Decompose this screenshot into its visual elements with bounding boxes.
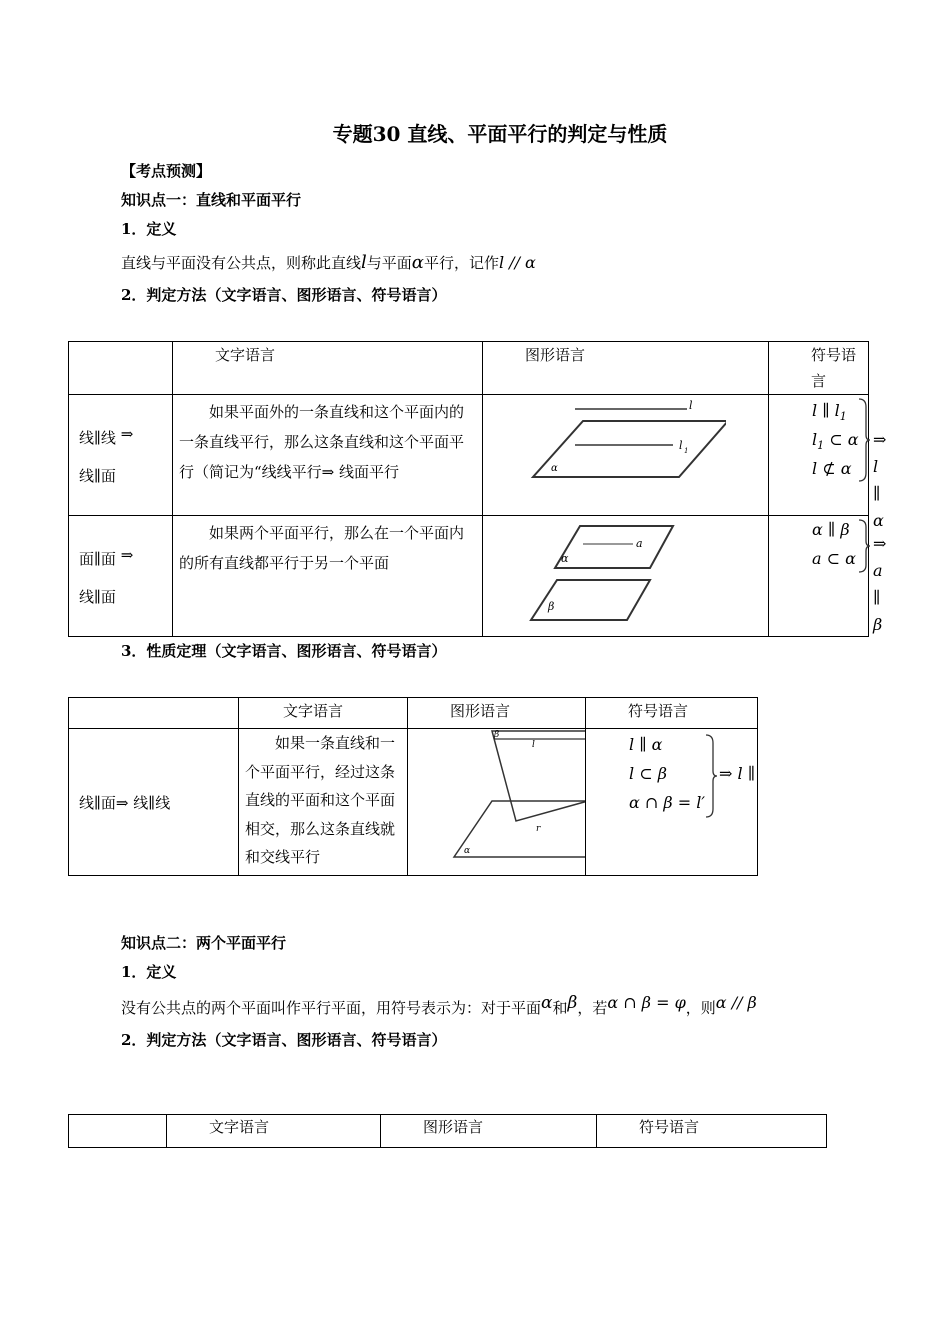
sym-result: ⇒ a ∥ β	[873, 534, 887, 634]
label-beta: β	[494, 730, 500, 740]
sym-result: ⇒ l ∥	[719, 764, 756, 783]
kp2-def-text-c: ，若	[577, 999, 608, 1017]
sym1: l ∥ l	[812, 401, 840, 420]
table1-header-text: 文字语言	[173, 342, 483, 395]
kp2-def-heading: 1．定义	[121, 963, 177, 981]
figure-line-plane-intersection	[408, 729, 585, 871]
label-alpha: α	[551, 463, 558, 474]
label-alpha: α	[561, 552, 569, 565]
def-text-b: 与平面	[366, 254, 412, 272]
kp1-heading: 知识点一：直线和平面平行	[121, 191, 302, 209]
row2-label-arrow: ⇒	[120, 546, 134, 564]
kp2-def-alpha: α	[541, 993, 553, 1013]
sym-line1: l ∥ α	[629, 735, 663, 754]
sym-line1: α ∥ β	[812, 520, 850, 539]
plane-alpha	[555, 526, 673, 568]
kp1-prop-heading: 3．性质定理（文字语言、图形语言、符号语言）	[121, 642, 447, 660]
kp2-heading: 知识点二：两个平面平行	[121, 934, 287, 952]
table2-header-text: 文字语言	[239, 698, 408, 729]
table3-header-figure: 图形语言	[381, 1115, 597, 1148]
table1-header-symbol: 符号语言	[769, 342, 869, 395]
plane-alpha	[454, 801, 585, 857]
def-l: l	[361, 252, 367, 273]
sym-line2: a ⊂ α	[812, 549, 856, 568]
sym-line2: l ⊂ β	[629, 764, 667, 783]
row1-label-a: 线∥线	[79, 429, 116, 447]
kp1-def-heading: 1．定义	[121, 220, 177, 238]
table1-row1-figure	[483, 395, 769, 516]
kp2-method-heading: 2．判定方法（文字语言、图形语言、符号语言）	[121, 1031, 447, 1049]
kp2-def-cond: α ∩ β = φ	[607, 993, 686, 1012]
kp2-def-text-a: 没有公共点的两个平面叫作平行平面，用符号表示为：对于平面	[121, 999, 542, 1017]
label-r: r	[536, 824, 541, 834]
table1-row2-figure	[483, 516, 769, 637]
sym-line3: α ∩ β = l′	[629, 793, 705, 812]
table2-corner	[69, 698, 239, 729]
kp2-def-text-b: 和	[552, 999, 568, 1017]
sym1-sub: 1	[839, 410, 847, 424]
table2-row1-symbol	[586, 729, 758, 876]
table2-header-symbol: 符号语言	[586, 698, 758, 729]
table2-row1-text: 如果一条直线和一个平面平行，经过这条直线的平面和这个平面相交，那么这条直线就和交线平行	[239, 729, 408, 876]
table3-header-text: 文字语言	[167, 1115, 381, 1148]
row2-label-b: 线∥面	[79, 588, 116, 606]
label-l: l	[532, 740, 535, 750]
kp1-method-heading: 2．判定方法（文字语言、图形语言、符号语言）	[121, 286, 447, 304]
sym2: l	[812, 430, 818, 449]
def-text-a: 直线与平面没有公共点，则称此直线	[121, 254, 362, 272]
label-beta: β	[548, 600, 555, 613]
def-notation: l // α	[498, 253, 536, 272]
row2-label-a: 面∥面	[79, 550, 116, 568]
kp2-def-beta: β	[567, 993, 578, 1013]
table-property-line-plane	[68, 697, 758, 876]
label-l1: l	[679, 439, 683, 452]
table2-header-figure: 图形语言	[408, 698, 586, 729]
table2-row1-figure	[408, 729, 586, 876]
table1-corner	[69, 342, 173, 395]
plane-alpha	[533, 421, 726, 477]
label-a: a	[636, 537, 643, 550]
def-alpha: α	[411, 252, 424, 273]
figure-plane-parallel-plane	[483, 516, 726, 632]
sym2-sub: 1	[817, 439, 825, 453]
kp1-def-text	[121, 252, 536, 273]
section-tag: 【考点预测】	[121, 162, 212, 180]
def-text-c: 平行，记作	[423, 254, 499, 272]
brace-icon	[857, 518, 871, 574]
table1-row2-label	[69, 516, 173, 637]
kp2-def-text-d: ，则	[685, 999, 716, 1017]
table-judgment-plane-plane	[68, 1114, 827, 1148]
table-judgment-line-plane	[68, 341, 887, 637]
kp2-def-text	[121, 993, 757, 1018]
label-l1-sub: 1	[684, 447, 689, 455]
table1-row2-symbol	[769, 516, 887, 637]
brace-icon	[857, 397, 871, 483]
kp2-def-notation: α // β	[715, 993, 757, 1012]
table1-row1-text: 如果平面外的一条直线和这个平面内的一条直线平行，那么这条直线和这个平面平行（简记为“线线平行⇒ 线面平行	[173, 395, 483, 516]
sym-line3: l ⊄ α	[812, 459, 852, 478]
sym-result: ⇒ l ∥ α	[873, 430, 887, 530]
table1-header-figure: 图形语言	[483, 342, 769, 395]
table3-header-symbol: 符号语言	[597, 1115, 827, 1148]
table2-row1-label: 线∥面⇒ 线∥线	[69, 729, 239, 876]
row1-label-b: 线∥面	[79, 467, 116, 485]
label-alpha: α	[464, 846, 471, 856]
row1-label-arrow: ⇒	[120, 425, 134, 443]
table1-row2-text: 如果两个平面平行，那么在一个平面内的所有直线都平行于另一个平面	[173, 516, 483, 637]
figure-line-parallel-plane	[483, 395, 726, 511]
page-title: 专题30 直线、平面平行的判定与性质	[332, 122, 668, 146]
table3-corner	[69, 1115, 167, 1148]
table1-row1-label	[69, 395, 173, 516]
plane-beta	[492, 731, 585, 821]
brace-icon	[704, 733, 718, 819]
label-l: l	[689, 399, 693, 412]
sym2-b: ⊂ α	[824, 430, 859, 449]
